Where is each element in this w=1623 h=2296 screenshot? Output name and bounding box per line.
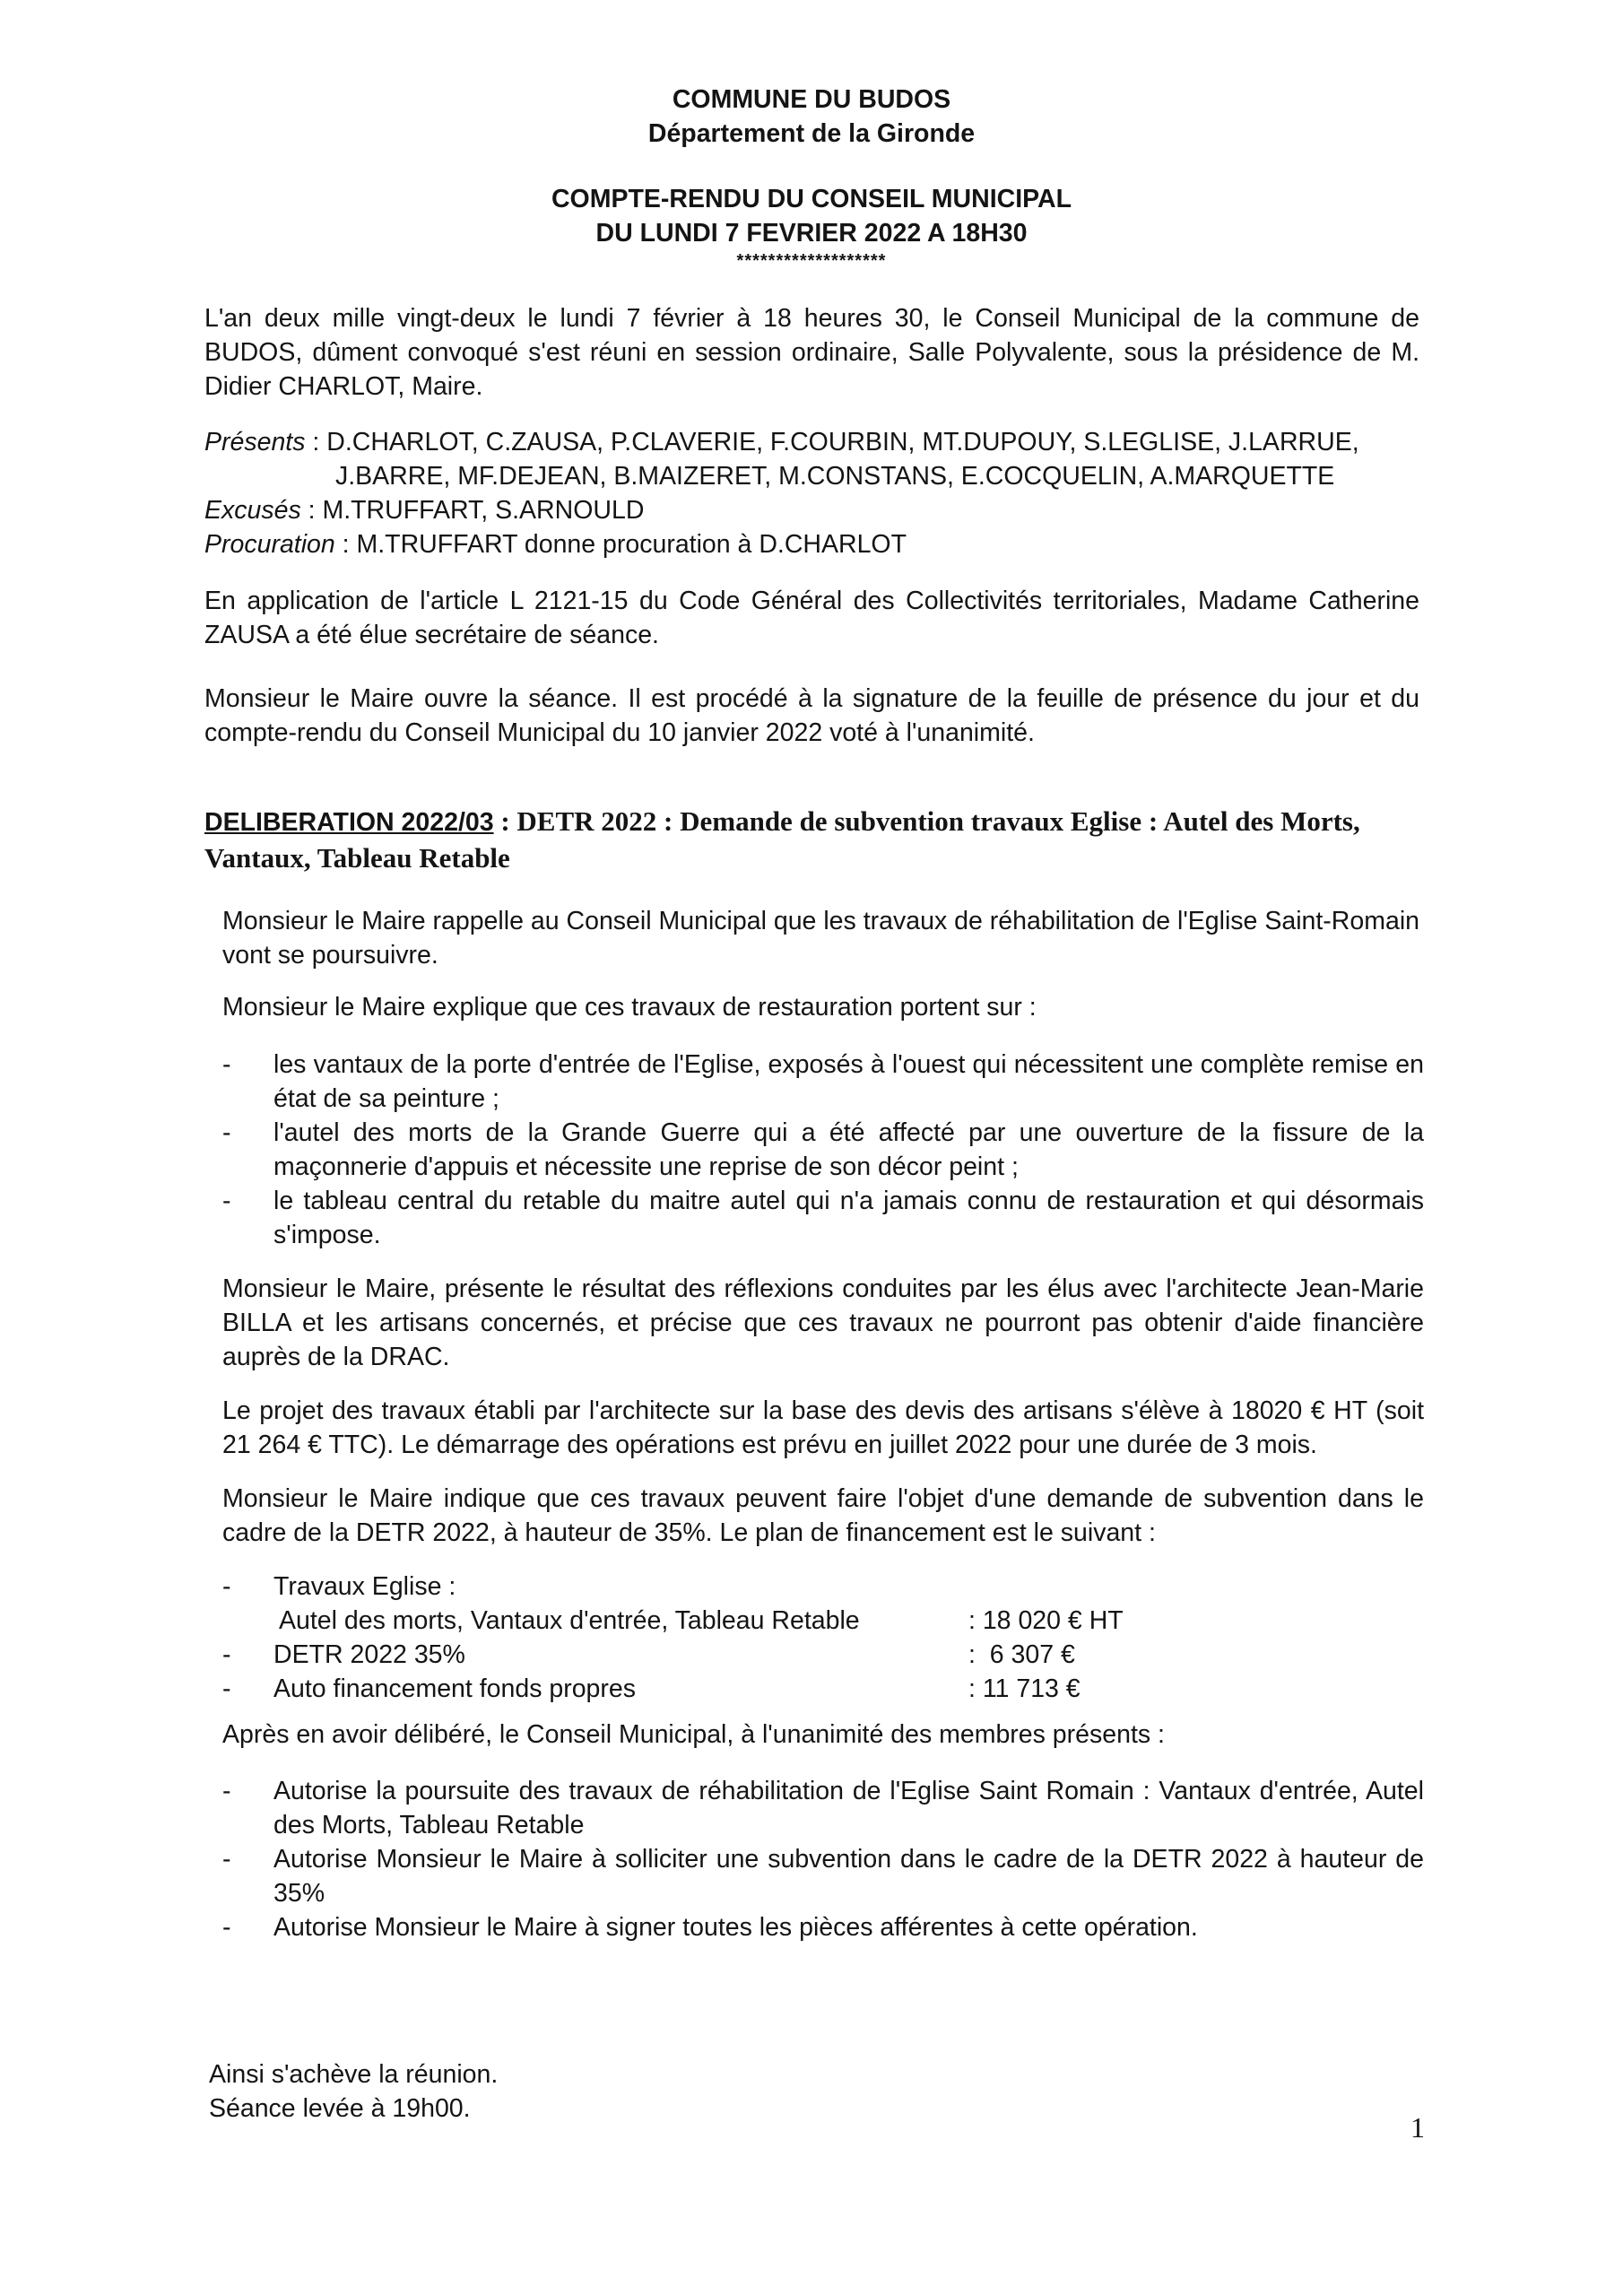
commune-name: COMMUNE DU BUDOS xyxy=(672,85,951,114)
decision-item xyxy=(222,1910,1424,1944)
procuration-line xyxy=(204,527,1424,561)
deliberation-paragraph-5: Monsieur le Maire indique que ces travaux peuvent faire l'objet d'une demande de subvention dans le cadre de la DETR 2022, à hauteur de 35%. Le plan de financement est le suivant : xyxy=(222,1484,1424,1547)
closing-line-2: Séance levée à 19h00. xyxy=(209,2094,471,2123)
works-item-text: les vantaux de la porte d'entrée de l'Eglise, exposés à l'ouest qui nécessitent une complète remise en état de sa peinture ; xyxy=(273,1050,1424,1113)
deliberation-paragraph-2: Monsieur le Maire explique que ces travaux de restauration portent sur : xyxy=(222,993,1037,1022)
works-item-text: le tableau central du retable du maitre autel qui n'a jamais connu de restauration et qui désormais s'impose. xyxy=(273,1187,1424,1249)
decision-item xyxy=(222,1842,1424,1910)
excuses-line xyxy=(204,493,1424,527)
dash-bullet: - xyxy=(222,1674,231,1703)
financing-row-auto xyxy=(222,1672,1424,1706)
deliberation-paragraph-1: Monsieur le Maire rappelle au Conseil Municipal que les travaux de réhabilitation de l'Eglise Saint-Romain vont se poursuivre. xyxy=(222,907,1419,970)
page-number: 1 xyxy=(1410,2111,1425,2144)
works-list xyxy=(222,1048,1424,1252)
financing-plan xyxy=(222,1570,1424,1706)
presents-label: Présents xyxy=(204,428,306,457)
decision-text: Autorise Monsieur le Maire à solliciter une subvention dans le cadre de la DETR 2022 à hauteur de 35% xyxy=(273,1845,1424,1908)
procuration-text: M.TRUFFART donne procuration à D.CHARLOT xyxy=(356,530,907,559)
decision-item xyxy=(222,1774,1424,1842)
title-separator-stars: ******************* xyxy=(736,251,887,271)
deliberation-paragraph-6: Après en avoir délibéré, le Conseil Municipal, à l'unanimité des membres présents : xyxy=(222,1720,1165,1749)
decision-text: Autorise Monsieur le Maire à signer toutes les pièces afférentes à cette opération. xyxy=(273,1913,1198,1942)
closing-section xyxy=(209,2057,498,2126)
presents-separator: : xyxy=(305,428,327,457)
decision-text: Autorise la poursuite des travaux de réhabilitation de l'Eglise Saint Romain : Vantaux d'entrée, Autel des Morts, Tableau Retable xyxy=(273,1777,1424,1839)
procuration-label: Procuration xyxy=(204,530,335,559)
attendance-section xyxy=(204,425,1424,561)
financing-auto-label: Auto financement fonds propres xyxy=(273,1674,636,1703)
works-list-item xyxy=(222,1184,1424,1252)
financing-detr-amount: : 6 307 € xyxy=(968,1640,1075,1669)
deliberation-subject: : DETR 2022 : Demande de subvention travaux Eglise : Autel des Morts, Vantaux, Tableau Retable xyxy=(204,805,1360,874)
ouverture-paragraph: Monsieur le Maire ouvre la séance. Il est procédé à la signature de la feuille de présence du jour et du compte-rendu du Conseil Municipal du 10 janvier 2022 voté à l'unanimité. xyxy=(204,684,1419,747)
financing-row-detr xyxy=(222,1638,1424,1672)
dash-bullet: - xyxy=(222,1050,231,1079)
financing-travaux-label: Travaux Eglise : xyxy=(273,1572,456,1601)
departement-name: Département de la Gironde xyxy=(647,119,976,148)
excuses-label: Excusés xyxy=(204,496,301,525)
presents-line xyxy=(204,425,1424,459)
excuses-separator: : xyxy=(300,496,323,525)
financing-detr-label: DETR 2022 35% xyxy=(273,1640,465,1669)
dash-bullet: - xyxy=(222,1777,231,1805)
decisions-list xyxy=(222,1774,1424,1944)
excuses-names: M.TRUFFART, S.ARNOULD xyxy=(322,496,645,525)
secretaire-paragraph: En application de l'article L 2121-15 du Code Général des Collectivités territoriales, Madame Catherine ZAUSA a été élue secrétaire de séance. xyxy=(204,587,1419,649)
financing-travaux-amount: : 18 020 € HT xyxy=(968,1606,1124,1635)
document-title xyxy=(0,182,1623,272)
financing-row-travaux-detail xyxy=(222,1604,1424,1638)
presents-names-2: J.BARRE, MF.DEJEAN, B.MAIZERET, M.CONSTANS, E.COCQUELIN, A.MARQUETTE xyxy=(335,462,1335,491)
dash-bullet: - xyxy=(222,1845,231,1874)
financing-auto-amount: : 11 713 € xyxy=(968,1674,1081,1703)
deliberation-paragraph-4: Le projet des travaux établi par l'architecte sur la base des devis des artisans s'élève à 18020 € HT (soit 21 264 € TTC). Le démarrage des opérations est prévu en juillet 2022 pour une durée de 3 mois. xyxy=(222,1396,1424,1459)
works-item-text: l'autel des morts de la Grande Guerre qui a été affecté par une ouverture de la fissure de la maçonnerie d'appuis et nécessite une reprise de son décor peint ; xyxy=(273,1118,1424,1181)
dash-bullet: - xyxy=(222,1913,231,1942)
title-line-2: DU LUNDI 7 FEVRIER 2022 A 18H30 xyxy=(595,219,1028,248)
dash-bullet: - xyxy=(222,1118,231,1147)
presents-names-1: D.CHARLOT, C.ZAUSA, P.CLAVERIE, F.COURBIN, MT.DUPOUY, S.LEGLISE, J.LARRUE, xyxy=(326,428,1359,457)
dash-bullet: - xyxy=(222,1640,231,1669)
closing-line-1: Ainsi s'achève la réunion. xyxy=(209,2060,499,2089)
financing-travaux-detail: Autel des morts, Vantaux d'entrée, Tableau Retable xyxy=(279,1606,860,1635)
title-line-1: COMPTE-RENDU DU CONSEIL MUNICIPAL xyxy=(551,185,1072,213)
commune-header xyxy=(0,83,1623,151)
deliberation-number: DELIBERATION 2022/03 xyxy=(204,808,494,837)
financing-row-travaux xyxy=(222,1570,1424,1604)
deliberation-paragraph-3: Monsieur le Maire, présente le résultat des réflexions conduites par les élus avec l'architecte Jean-Marie BILLA et les artisans concernés, et précise que ces travaux ne pourront pas obtenir d'aide financière auprès de la DRAC. xyxy=(222,1274,1424,1371)
procuration-separator: : xyxy=(334,530,357,559)
dash-bullet: - xyxy=(222,1572,231,1601)
intro-paragraph: L'an deux mille vingt-deux le lundi 7 février à 18 heures 30, le Conseil Municipal de la commune de BUDOS, dûment convoqué s'est réuni en session ordinaire, Salle Polyvalente, sous la présidence de M. Didier CHARLOT, Maire. xyxy=(204,304,1419,401)
works-list-item xyxy=(222,1116,1424,1184)
deliberation-title xyxy=(204,804,1424,876)
dash-bullet: - xyxy=(222,1187,231,1215)
works-list-item xyxy=(222,1048,1424,1116)
